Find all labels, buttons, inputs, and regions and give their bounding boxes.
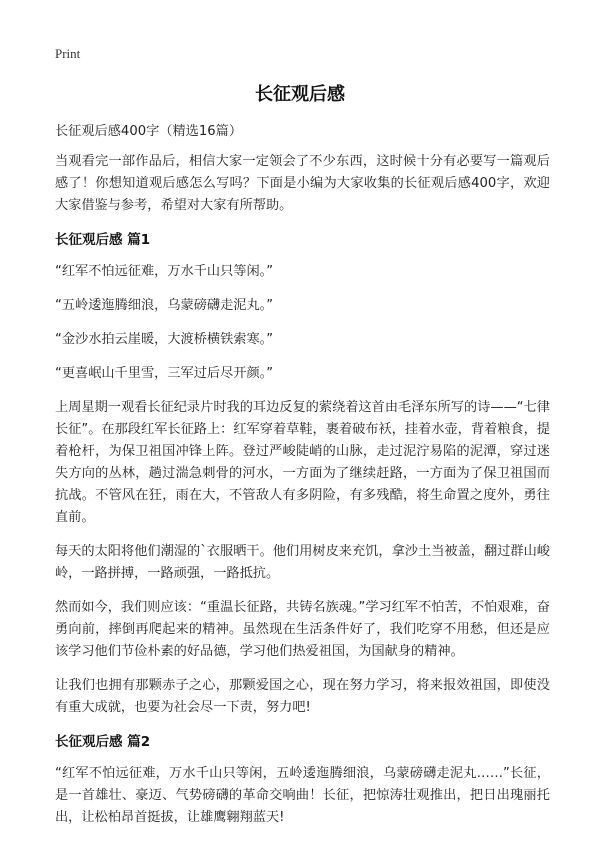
poem-line: “金沙水拍云崖暖，大渡桥横铁索寒。”	[55, 332, 274, 347]
document-subtitle: 长征观后感400字（精选16篇）	[55, 124, 243, 139]
intro-paragraph: 当观看完一部作品后，相信大家一定领会了不少东西，这时候十分有必要写一篇观后感了！你想知道观后感怎么写吗？下面是小编为大家收集的长征观后感400字，欢迎大家借鉴与参考，希望对大家有所帮助。	[55, 154, 550, 213]
body-paragraph: “红军不怕远征难，万水千山只等闲，五岭逶迤腾细浪，乌蒙磅礴走泥丸……”长征，是一首雄壮、豪迈、气势磅礴的革命交响曲！长征，把惊涛壮观推出，把日出瑰丽托出，让松柏昂首挺拔，让雄鹰翱翔蓝天!	[55, 766, 550, 825]
body-paragraph: 每天的太阳将他们潮湿的`衣服晒干。他们用树皮来充饥，拿沙土当被盖，翻过群山峻岭，一路拼搏，一路顽强，一路抵抗。	[55, 544, 550, 581]
page-title: 长征观后感	[255, 84, 345, 105]
document-body	[55, 121, 550, 841]
body-paragraph: 然而如今，我们则应该：“重温长征路，共铸名族魂。”学习红军不怕苦，不怕艰难，奋勇向前，摔倒再爬起来的精神。虽然现在生活条件好了，我们吃穿不用愁，但还是应该学习他们节俭朴素的好品德，学习他们热爱祖国，为国献身的精神。	[55, 600, 550, 659]
section-heading-1: 长征观后感 篇1	[55, 232, 151, 248]
poem-line: “五岭逶迤腾细浪，乌蒙磅礴走泥丸。”	[55, 298, 274, 313]
poem-line: “红军不怕远征难，万水千山只等闲。”	[55, 264, 274, 279]
body-paragraph: 让我们也拥有那颗赤子之心，那颗爱国之心，现在努力学习，将来报效祖国，即使没有重大成就，也要为社会尽一下责，努力吧!	[55, 678, 550, 715]
body-paragraph: 上周星期一观看长征纪录片时我的耳边反复的萦绕着这首由毛泽东所写的诗——“七律长征”。在那段红军长征路上：红军穿着草鞋，裹着破布袄，挂着水壶，背着粮食，提着枪杆，为保卫祖国冲锋上阵。登过严峻陡峭的山脉，走过泥泞易陷的泥潭，穿过迷失方向的丛林，趟过湍急刺骨的河水，一方面为了继续赶路，一方面为了保卫祖国而抗战。不管风在狂，雨在大，不管敌人有多阴险，有多残酷，将生命置之度外，勇往直前。	[55, 400, 550, 525]
print-link[interactable]: Print	[55, 46, 81, 61]
poem-line: “更喜岷山千里雪，三军过后尽开颜。”	[55, 366, 274, 381]
section-heading-2: 长征观后感 篇2	[55, 734, 151, 750]
